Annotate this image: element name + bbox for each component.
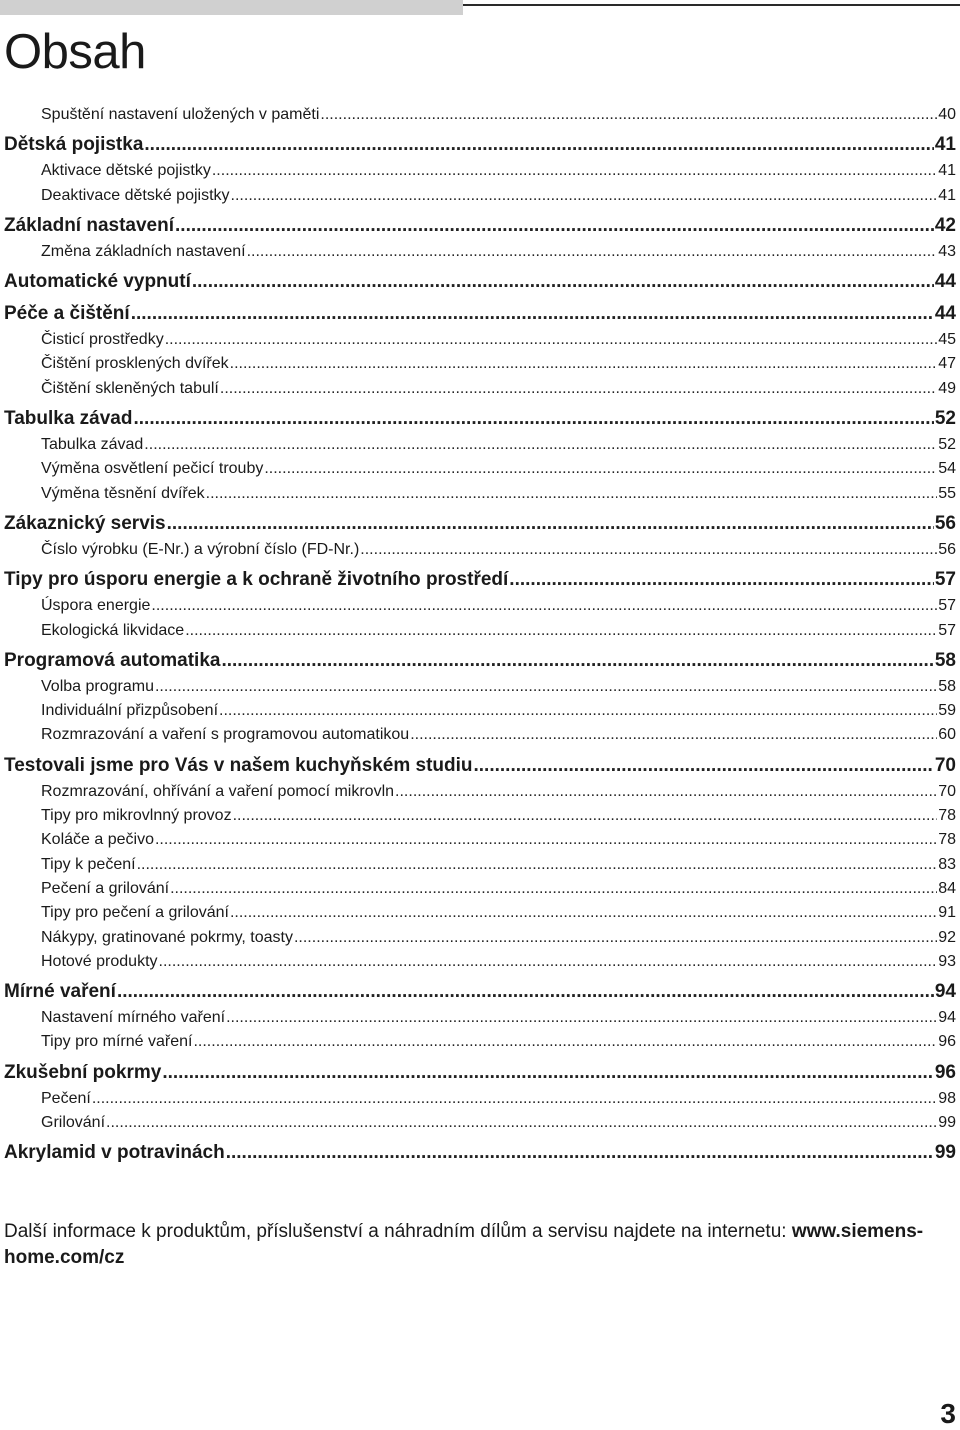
toc-dot-leader [193,1030,937,1054]
toc-page-number: 52 [934,408,956,430]
toc-section-entry[interactable] [0,240,956,264]
toc-section-entry[interactable] [0,828,956,852]
toc-entry-title: Tipy pro pečení a grilování [41,904,229,922]
toc-dot-leader [206,482,938,506]
toc-page-number: 96 [934,1061,956,1083]
toc-chapter-entry[interactable] [0,1059,956,1087]
toc-dot-leader [233,804,938,828]
toc-dot-leader [230,901,937,925]
toc-entry-title: Péče a čištění [4,303,130,325]
toc-page-number: 43 [938,242,956,260]
toc-section-entry[interactable] [0,352,956,376]
toc-page-number: 57 [934,569,956,591]
toc-entry-title: Deaktivace dětské pojistky [41,186,230,204]
toc-page-number: 41 [934,134,956,156]
toc-page-number: 93 [938,952,956,970]
toc-dot-leader [117,978,934,1006]
footer-url-link[interactable]: www.siemens-home.com/cz [4,1221,924,1268]
toc-entry-title: Tabulka závad [4,408,133,430]
toc-entry-title: Výměna těsnění dvířek [41,484,205,502]
toc-entry-title: Tipy pro mikrovlnný provoz [41,807,232,825]
toc-dot-leader [320,103,937,127]
toc-dot-leader [133,405,933,433]
toc-chapter-entry[interactable] [0,647,956,675]
toc-entry-title: Mírné vaření [4,981,116,1003]
toc-dot-leader [131,300,934,328]
toc-chapter-entry[interactable] [0,566,956,594]
toc-section-entry[interactable] [0,780,956,804]
toc-page-number: 57 [938,597,956,615]
toc-page-number: 99 [938,1114,956,1132]
toc-entry-title: Programová automatika [4,649,221,671]
toc-dot-leader [247,240,938,264]
toc-page-number: 44 [934,271,956,293]
header-rule-line [463,4,960,6]
toc-section-entry[interactable] [0,184,956,208]
toc-page-number: 44 [934,303,956,325]
toc-dot-leader [294,926,937,950]
toc-entry-title: Změna základních nastavení [41,242,246,260]
toc-dot-leader [170,877,937,901]
toc-section-entry[interactable] [0,804,956,828]
toc-section-entry[interactable] [0,538,956,562]
footer-text: Další informace k produktům, příslušenství a náhradním dílům a servisu najdete na internetu: [4,1221,792,1242]
toc-entry-title: Tipy pro mírné vaření [41,1033,193,1051]
toc-section-entry[interactable] [0,926,956,950]
toc-section-entry[interactable] [0,159,956,183]
toc-dot-leader [221,647,933,675]
toc-dot-leader [175,212,934,240]
toc-dot-leader [410,723,937,747]
page-number: 3 [940,1398,956,1429]
toc-entry-title: Úspora energie [41,597,151,615]
toc-dot-leader [165,328,938,352]
toc-page-number: 41 [938,186,956,204]
toc-dot-leader [155,675,937,699]
toc-entry-title: Akrylamid v potravinách [4,1142,225,1164]
toc-page-number: 47 [938,355,956,373]
toc-entry-title: Čisticí prostředky [41,331,164,349]
toc-dot-leader [159,950,938,974]
toc-dot-leader [212,159,937,183]
toc-dot-leader [395,780,937,804]
toc-dot-leader [137,853,938,877]
header-bar-grey [0,0,463,15]
toc-page-number: 54 [938,460,956,478]
toc-page-number: 55 [938,484,956,502]
toc-page-number: 42 [934,214,956,236]
toc-entry-title: Čištění prosklených dvířek [41,355,229,373]
toc-page-number: 58 [938,677,956,695]
toc-dot-leader [106,1111,937,1135]
toc-section-entry[interactable] [0,901,956,925]
toc-section-entry[interactable] [0,723,956,747]
toc-page-number: 70 [938,782,956,800]
toc-page-number: 92 [938,928,956,946]
toc-chapter-entry[interactable] [0,405,956,433]
toc-page-number: 98 [938,1089,956,1107]
toc-entry-title: Zkušební pokrmy [4,1061,162,1083]
toc-page-number: 94 [938,1009,956,1027]
toc-entry-title: Volba programu [41,677,154,695]
toc-entry-title: Pečení a grilování [41,879,170,897]
toc-page-number: 58 [934,649,956,671]
toc-dot-leader [509,566,934,594]
toc-dot-leader [360,538,937,562]
toc-section-entry[interactable] [0,103,956,127]
toc-page-number: 91 [938,904,956,922]
footer-note [4,1219,934,1271]
toc-dot-leader [231,184,938,208]
toc-section-entry[interactable] [0,482,956,506]
toc-entry-title: Testovali jsme pro Vás v našem kuchyňském studiu [4,754,473,776]
toc-entry-title: Čištění skleněných tabulí [41,379,219,397]
toc-section-entry[interactable] [0,699,956,723]
toc-page-number: 40 [938,106,956,123]
toc-entry-title: Číslo výrobku (E-Nr.) a výrobní číslo (FD-Nr.) [41,540,360,558]
toc-dot-leader [264,457,937,481]
toc-entry-title: Zákaznický servis [4,512,166,534]
toc-section-entry[interactable] [0,877,956,901]
toc-entry-title: Rozmrazování, ohřívání a vaření pomocí mikrovln [41,782,395,800]
toc-page-number: 78 [938,807,956,825]
toc-section-entry[interactable] [0,594,956,618]
toc-dot-leader [474,752,934,780]
toc-dot-leader [219,699,937,723]
toc-dot-leader [226,1139,934,1167]
toc-entry-title: Výměna osvětlení pečicí trouby [41,460,264,478]
toc-page-number: 94 [934,981,956,1003]
toc-entry-title: Hotové produkty [41,952,158,970]
toc-section-entry[interactable] [0,1111,956,1135]
toc-page-number: 83 [938,855,956,873]
toc-section-entry[interactable] [0,950,956,974]
toc-dot-leader [151,594,937,618]
toc-section-entry[interactable] [0,675,956,699]
toc-page-number: 78 [938,831,956,849]
toc-dot-leader [144,433,937,457]
toc-section-entry[interactable] [0,1006,956,1030]
toc-entry-title: Tabulka závad [41,436,144,454]
toc-entry-title: Tipy k pečení [41,855,136,873]
toc-section-entry[interactable] [0,1030,956,1054]
toc-chapter-entry[interactable] [0,978,956,1006]
toc-entry-title: Grilování [41,1114,106,1132]
toc-dot-leader [230,352,938,376]
toc-page-number: 99 [934,1142,956,1164]
toc-section-entry[interactable] [0,433,956,457]
toc-dot-leader [185,619,937,643]
toc-entry-title: Nákypy, gratinované pokrmy, toasty [41,928,293,946]
toc-page-number: 52 [938,436,956,454]
toc-dot-leader [192,268,934,296]
toc-page-number: 59 [938,702,956,720]
toc-dot-leader [144,131,933,159]
toc-chapter-entry[interactable] [0,510,956,538]
toc-page-number: 57 [938,621,956,639]
toc-page-number: 84 [938,879,956,897]
toc-page-number: 60 [938,726,956,744]
toc-page-number: 96 [938,1033,956,1051]
toc-entry-title: Dětská pojistka [4,134,144,156]
toc-section-entry[interactable] [0,328,956,352]
toc-entry-title: Nastavení mírného vaření [41,1009,226,1027]
toc-dot-leader [220,377,937,401]
toc-section-entry[interactable] [0,377,956,401]
toc-page-number: 56 [938,540,956,558]
toc-entry-title: Ekologická likvidace [41,621,185,639]
toc-chapter-entry[interactable] [0,212,956,240]
toc-chapter-entry[interactable] [0,1139,956,1167]
toc-entry-title: Spuštění nastavení uložených v paměti [41,106,320,123]
toc-section-entry[interactable] [0,457,956,481]
toc-chapter-entry[interactable] [0,268,956,296]
toc-entry-title: Základní nastavení [4,214,175,236]
toc-entry-title: Pečení [41,1089,91,1107]
toc-entry-title: Aktivace dětské pojistky [41,162,211,180]
toc-page-number: 49 [938,379,956,397]
toc-dot-leader [155,828,937,852]
toc-page-number: 70 [934,754,956,776]
toc-page-number: 45 [938,331,956,349]
page-title: Obsah [4,25,146,79]
toc-page-number: 41 [938,162,956,180]
toc-entry-title: Automatické vypnutí [4,271,191,293]
toc-chapter-entry[interactable] [0,131,956,159]
toc-entry-title: Koláče a pečivo [41,831,154,849]
table-of-contents [0,103,960,1167]
toc-dot-leader [167,510,934,538]
toc-section-entry[interactable] [0,853,956,877]
toc-section-entry[interactable] [0,1087,956,1111]
toc-page-number: 56 [934,512,956,534]
toc-chapter-entry[interactable] [0,752,956,780]
toc-chapter-entry[interactable] [0,300,956,328]
toc-entry-title: Tipy pro úsporu energie a k ochraně životního prostředí [4,569,509,591]
toc-entry-title: Rozmrazování a vaření s programovou automatikou [41,726,410,744]
toc-section-entry[interactable] [0,619,956,643]
toc-entry-title: Individuální přizpůsobení [41,702,219,720]
toc-dot-leader [226,1006,937,1030]
toc-dot-leader [162,1059,934,1087]
toc-dot-leader [92,1087,937,1111]
